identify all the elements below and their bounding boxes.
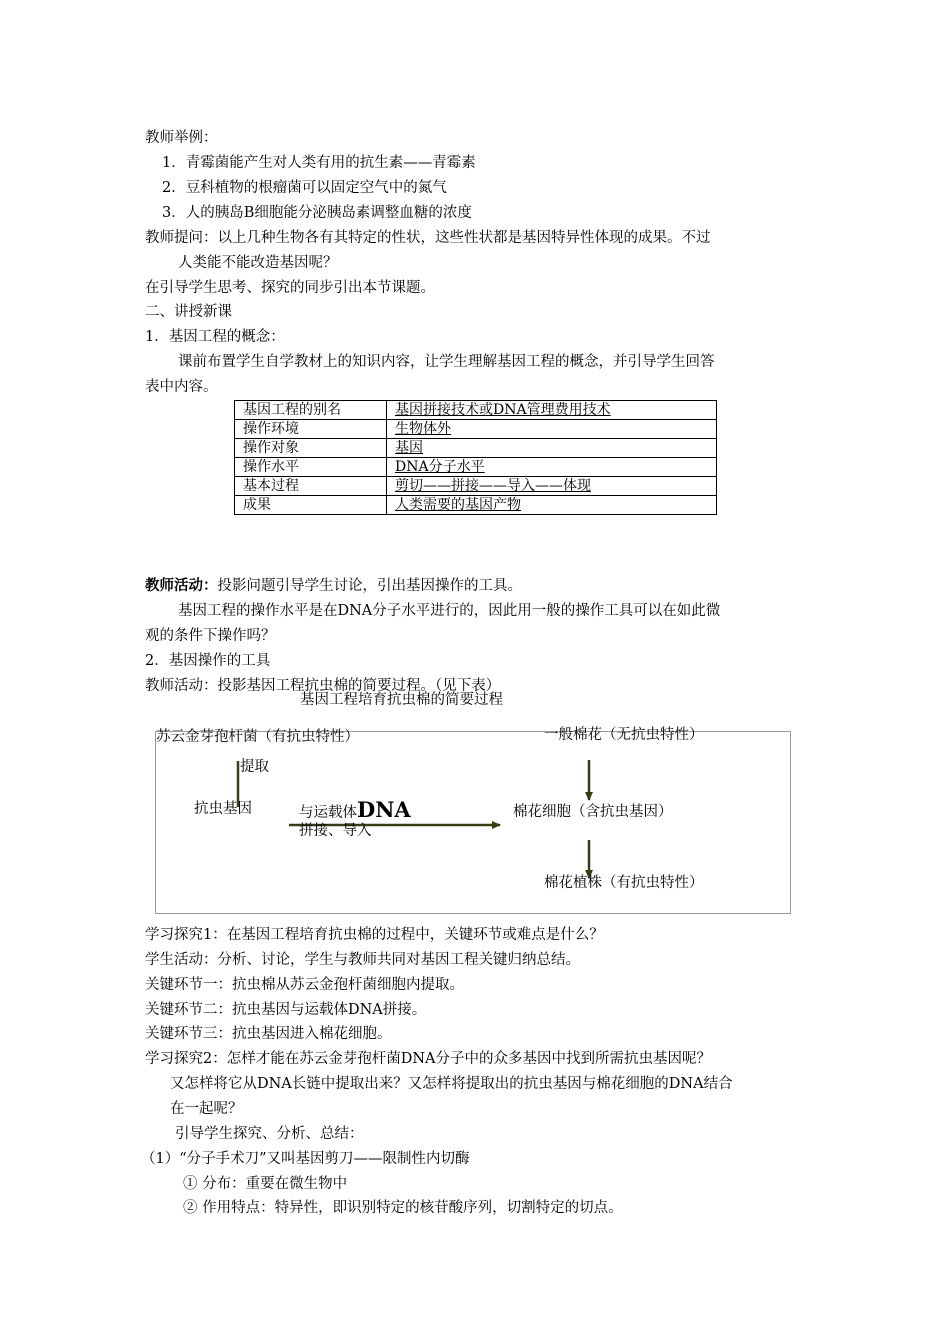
- student-activity: 学生活动：分析、讨论，学生与教师共同对基因工程关键归纳总结。: [145, 952, 580, 968]
- table-row: [235, 477, 717, 496]
- splice-label: 拼接、导入: [299, 823, 372, 839]
- table-cell-label: 基因工程的别名: [235, 401, 387, 420]
- point-1-b: ② 作用特点：特异性，即识别特定的核苷酸序列，切割特定的切点。: [183, 1200, 623, 1216]
- table-cell-value: 人类需要的基因产物: [387, 496, 717, 515]
- activity-para-line2: 观的条件下操作吗？: [145, 628, 276, 644]
- key-step-2: 关键环节二：抗虫基因与运载体DNA拼接。: [145, 1002, 427, 1018]
- inquiry-2-line1: 学习探究2：怎样才能在苏云金芽孢杆菌DNA分子中的众多基因中找到所需抗虫基因呢？: [145, 1051, 712, 1067]
- cotton-cell-label: 棉花细胞（含抗虫基因）: [513, 804, 673, 820]
- table-cell-label: 操作水平: [235, 458, 387, 477]
- table-cell-value: 基因拼接技术或DNA管理费用技术: [387, 401, 717, 420]
- table-cell-value: DNA分子水平: [387, 458, 717, 477]
- table-row: [235, 496, 717, 515]
- inquiry-1: 学习探究1：在基因工程培育抗虫棉的过程中，关键环节或难点是什么？: [145, 927, 604, 943]
- table-row: [235, 420, 717, 439]
- guide-line: 在引导学生思考、探究的同步引出本节课题。: [145, 280, 435, 296]
- table-cell-value: 基因: [387, 439, 717, 458]
- table-cell-label: 成果: [235, 496, 387, 515]
- tools-heading: 2．基因操作的工具: [145, 653, 271, 669]
- process-diagram: [155, 727, 791, 914]
- teacher-activity-2: 教师活动：投影基因工程抗虫棉的简要过程。（见下表）: [145, 678, 501, 694]
- gene-label: 抗虫基因: [194, 801, 252, 817]
- concept-para-line1: 课前布置学生自学教材上的知识内容，让学生理解基因工程的概念，并引导学生回答: [178, 354, 715, 370]
- example-3: 3．人的胰岛B细胞能分泌胰岛素调整血糖的浓度: [162, 205, 472, 221]
- extract-label: 提取: [240, 759, 269, 775]
- source-bacterium-label: 苏云金芽孢杆菌（有抗虫特性）: [156, 729, 359, 745]
- diagram-title: 基因工程培育抗虫棉的简要过程: [300, 692, 503, 708]
- section2-heading: 二、讲授新课: [145, 304, 232, 320]
- table-cell-value: 剪切——拼接——导入——体现: [387, 477, 717, 496]
- table-cell-label: 基本过程: [235, 477, 387, 496]
- table-row: [235, 401, 717, 420]
- inquiry-2-line2: 又怎样将它从DNA长链中提取出来？又怎样将提取出的抗虫基因与棉花细胞的DNA结合: [170, 1076, 733, 1092]
- guide-summary: 引导学生探究、分析、总结：: [175, 1126, 364, 1142]
- activity-para-line1: 基因工程的操作水平是在DNA分子水平进行的，因此用一般的操作工具可以在如此微: [178, 603, 721, 619]
- concept-heading: 1．基因工程的概念：: [145, 329, 285, 345]
- concept-para-line2: 表中内容。: [145, 379, 218, 395]
- concept-table: [234, 400, 717, 515]
- table-row: [235, 458, 717, 477]
- inquiry-2-line3: 在一起呢？: [170, 1101, 243, 1117]
- point-1-a: ① 分布：重要在微生物中: [183, 1176, 348, 1192]
- point-1: （1）“分子手术刀”又叫基因剪刀——限制性内切酶: [141, 1151, 470, 1167]
- teacher-activity: 教师活动：投影问题引导学生讨论，引出基因操作的工具。: [145, 577, 522, 594]
- example-1: 1．青霉菌能产生对人类有用的抗生素——青霉素: [162, 155, 476, 171]
- table-cell-label: 操作环境: [235, 420, 387, 439]
- cotton-plant-label: 棉花植株（有抗虫特性）: [544, 875, 704, 891]
- table-cell-value: 生物体外: [387, 420, 717, 439]
- teacher-question-line2: 人类能不能改造基因呢？: [178, 255, 338, 271]
- vector-dna-label: 与运载体DNA: [299, 797, 411, 822]
- key-step-3: 关键环节三：抗虫基因进入棉花细胞。: [145, 1026, 392, 1042]
- table-cell-label: 操作对象: [235, 439, 387, 458]
- teacher-examples-heading: 教师举例：: [145, 130, 218, 146]
- key-step-1: 关键环节一：抗虫棉从苏云金孢杆菌细胞内提取。: [145, 977, 464, 993]
- cotton-plain-label: 一般棉花（无抗虫特性）: [544, 727, 704, 743]
- table-row: [235, 439, 717, 458]
- example-2: 2．豆科植物的根瘤菌可以固定空气中的氮气: [162, 180, 447, 196]
- teacher-question-line1: 教师提问：以上几种生物各有其特定的性状，这些性状都是基因特异性体现的成果。不过: [145, 230, 711, 246]
